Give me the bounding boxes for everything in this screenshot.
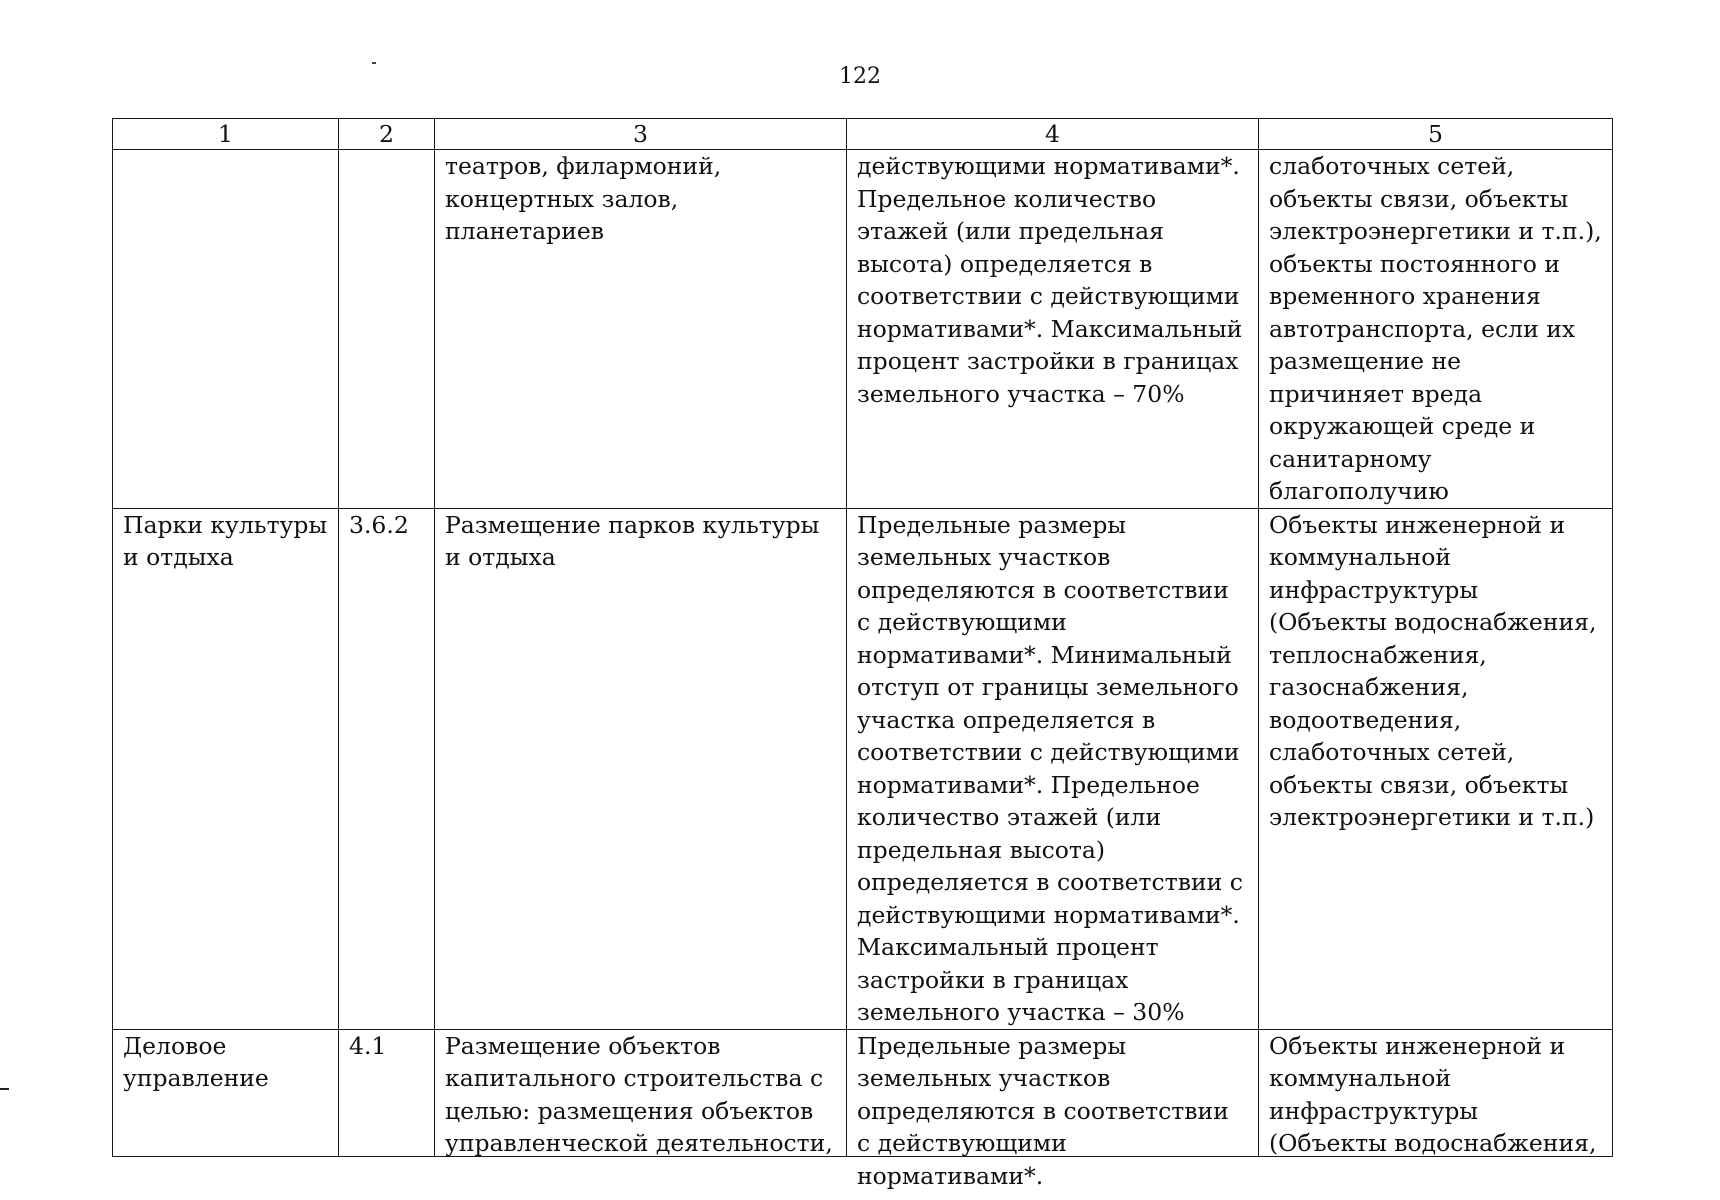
cell-description-text: Размещение объектов капитального строительства с целью: размещения объектов управленческой деятельности, [445, 1031, 833, 1157]
cell-auxiliary [1259, 150, 1613, 509]
cell-name-text: Деловое управление [123, 1031, 269, 1092]
header-row [113, 119, 1613, 150]
cell-code [339, 1029, 435, 1156]
cell-parameters-text: действующими нормативами*. Предельное количество этажей (или предельная высота) определяется в соответствии с действующими нормативами*. Максимальный процент застройки в границах земельного участка – 70% [857, 152, 1243, 408]
table-row [113, 1029, 1613, 1156]
cell-name [113, 508, 339, 1029]
cell-parameters-text: Предельные размеры земельных участков определяются в соответствии с действующими нормативами*. Минимальный отступ от границы земельного участка определяется в соответствии с действующими нормативами*. Предельное количество этажей (или предельная высота) определяется в соответствии с действующими нормативами*. Максимальный процент застройки в границах земельного участка – 30% [857, 510, 1243, 1026]
scan-artifact-dot [372, 62, 376, 64]
cell-auxiliary [1259, 1029, 1613, 1156]
table-row [113, 150, 1613, 509]
cell-name [113, 1029, 339, 1156]
regulations-table [112, 118, 1613, 1190]
cell-parameters-text: Предельные размеры земельных участков определяются в соответствии с действующими нормативами*. [857, 1031, 1229, 1190]
header-cell-3: 3 [435, 119, 847, 150]
table-header [113, 119, 1613, 150]
cell-code-text: 4.1 [349, 1031, 387, 1060]
cell-code [339, 150, 435, 509]
cell-description-text: Размещение парков культуры и отдыха [445, 510, 820, 571]
header-cell-5: 5 [1259, 119, 1613, 150]
header-cell-2: 2 [339, 119, 435, 150]
page-number: 122 [839, 64, 881, 89]
cell-description [435, 150, 847, 509]
cell-code [339, 508, 435, 1029]
cell-code-text: 3.6.2 [349, 510, 409, 539]
cell-description [435, 508, 847, 1029]
cell-name [113, 150, 339, 509]
cell-auxiliary-text: Объекты инженерной и коммунальной инфраструктуры (Объекты водоснабжения, теплоснабжения, газоснабжения, водоотведения, слаботочных сетей, объекты связи, объекты электроэнергетики и т.п.) [1269, 510, 1597, 831]
cell-description-text: театров, филармоний, концертных залов, планетариев [445, 152, 722, 245]
scan-edge-mark [0, 1088, 9, 1090]
table-row [113, 508, 1613, 1029]
cell-auxiliary-text: Объекты инженерной и коммунальной инфраструктуры (Объекты водоснабжения, [1269, 1031, 1597, 1157]
cell-parameters [847, 1029, 1259, 1190]
cell-auxiliary-text: слаботочных сетей, объекты связи, объекты электроэнергетики и т.п.), объекты постоянного и временного хранения автотранспорта, если их размещение не причиняет вреда окружающей среде и санитарному благополучию [1269, 152, 1602, 505]
header-cell-4: 4 [847, 119, 1259, 150]
header-cell-1: 1 [113, 119, 339, 150]
cell-parameters [847, 150, 1259, 509]
cell-description [435, 1029, 847, 1156]
cell-name-text: Парки культуры и отдыха [123, 510, 328, 571]
cell-auxiliary [1259, 508, 1613, 1029]
cell-parameters [847, 508, 1259, 1029]
